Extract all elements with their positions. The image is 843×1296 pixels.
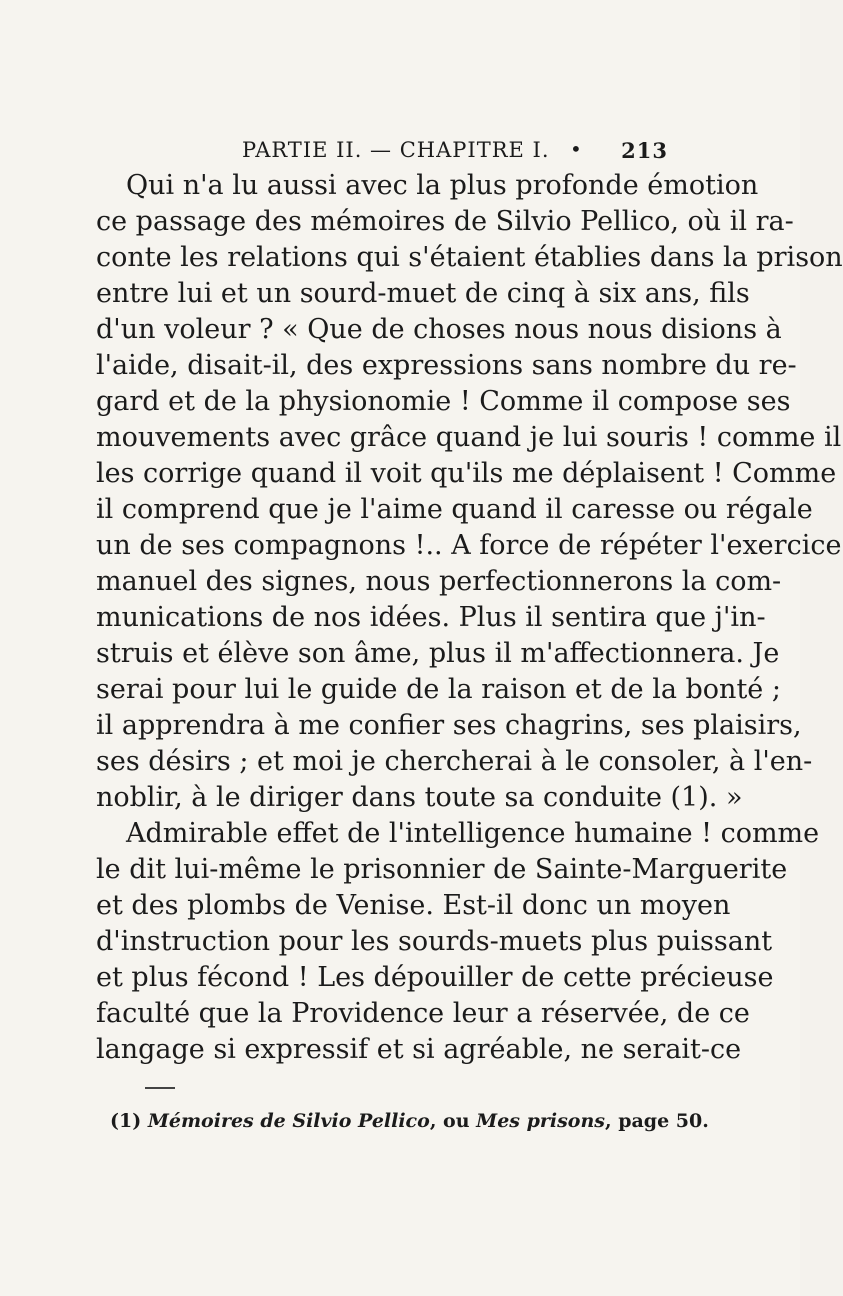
text-line: d'instruction pour les sourds-muets plus puissant (96, 926, 773, 957)
text-line: il comprend que je l'aime quand il caresse ou régale (96, 494, 813, 525)
footnote-page-ref: , page 50. (604, 1110, 709, 1132)
text-line: mouvements avec grâce quand je lui souris ! comme il (96, 422, 842, 453)
text-line: gard et de la physionomie ! Comme il compose ses (96, 386, 791, 417)
text-line: et plus fécond ! Les dépouiller de cette précieuse (96, 962, 774, 993)
footnote-rule (145, 1087, 175, 1089)
text-line: entre lui et un sourd-muet de cinq à six ans, fils (96, 278, 750, 309)
text-line: ses désirs ; et moi je chercherai à le consoler, à l'en- (96, 746, 813, 777)
ornament-mark: • (570, 137, 583, 161)
chapter-heading: PARTIE II. — CHAPITRE I. (242, 138, 550, 162)
text-line: il apprendra à me confier ses chagrins, ses plaisirs, (96, 710, 802, 741)
footnote-connector: , ou (429, 1110, 470, 1132)
text-line: le dit lui-même le prisonnier de Sainte-Marguerite (96, 854, 788, 885)
text-line: conte les relations qui s'étaient établies dans la prison (96, 242, 843, 273)
text-line: noblir, à le diriger dans toute sa conduite (1). » (96, 782, 743, 813)
text-line: manuel des signes, nous perfectionnerons la com- (96, 566, 782, 597)
text-line: langage si expressif et si agréable, ne serait-ce (96, 1034, 742, 1065)
text-line: Admirable effet de l'intelligence humaine ! comme (126, 818, 820, 849)
page-number: 213 (621, 138, 668, 163)
footnote-marker: (1) (110, 1110, 142, 1132)
body-text (96, 168, 843, 1068)
text-line: et des plombs de Venise. Est-il donc un moyen (96, 890, 731, 921)
text-line: serai pour lui le guide de la raison et de la bonté ; (96, 674, 781, 705)
text-line: les corrige quand il voit qu'ils me déplaisent ! Comme (96, 458, 837, 489)
footnote-title: Mémoires de Silvio Pellico (147, 1110, 430, 1132)
text-line: Qui n'a lu aussi avec la plus profonde émotion (126, 170, 759, 201)
text-line: ce passage des mémoires de Silvio Pellico, où il ra- (96, 206, 794, 237)
text-line: un de ses compagnons !.. A force de répéter l'exercice (96, 530, 842, 561)
text-line: faculté que la Providence leur a réservée, de ce (96, 998, 750, 1029)
text-line: d'un voleur ? « Que de choses nous nous disions à (96, 314, 782, 345)
text-line: munications de nos idées. Plus il sentira que j'in- (96, 602, 766, 633)
footnote (110, 1108, 709, 1134)
text-line: l'aide, disait-il, des expressions sans nombre du re- (96, 350, 797, 381)
running-head (96, 138, 668, 168)
text-line: struis et élève son âme, plus il m'affectionnera. Je (96, 638, 780, 669)
footnote-alt-title: Mes prisons (476, 1110, 605, 1132)
